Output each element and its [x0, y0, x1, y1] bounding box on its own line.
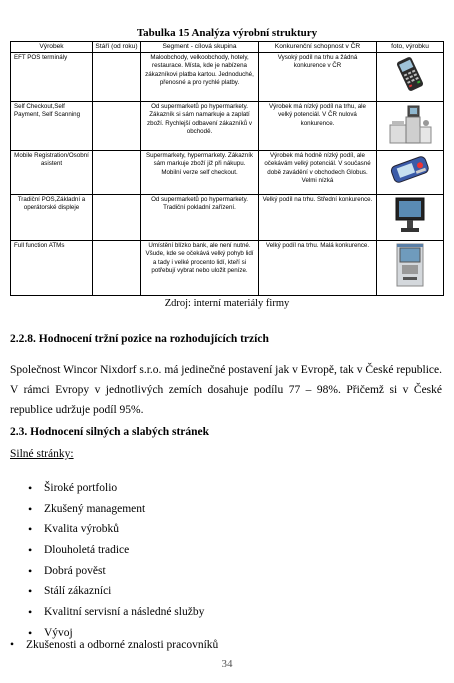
product-photo-cell: [377, 151, 444, 195]
product-age: [93, 53, 141, 102]
market-position-paragraph: Společnost Wincor Nixdorf s.r.o. má jedinečné postavení jak v Evropě, tak v České republice. V rámci Evropy v jednotlivých zemích dosahuje podílu 77 – 98%. Přičemž si v České republice udržuje podíl 95%.: [10, 364, 442, 416]
table-row: [11, 53, 444, 102]
page-number: 34: [221, 658, 233, 670]
column-header-competitiveness: Konkurenční schopnost v ČR: [259, 42, 377, 53]
section-heading-strengths-weaknesses: 2.3. Hodnocení silných a slabých stránek: [10, 426, 210, 438]
column-header-photo: foto, výrobku: [377, 42, 444, 53]
product-age: [93, 241, 141, 296]
product-segment: Od supermarketů po hypermarkety. Tradiční pokladní zařízení.: [141, 195, 259, 241]
list-item: • Stálí zákazníci: [28, 581, 204, 602]
list-item: • Vývoj: [28, 623, 204, 644]
product-structure-table: [10, 41, 444, 296]
product-age: [93, 102, 141, 151]
table-row: [11, 151, 444, 195]
product-segment: Maloobchody, velkoobchody, hotely, restaurace. Místa, kde je nabízena zákazníkovi platba kartou. Jednoduché, přenosné a pro rychlé platby.: [141, 53, 259, 102]
table-row: [11, 241, 444, 296]
atm-icon: [393, 242, 427, 288]
product-competitiveness: Velký podíl na trhu. Střední konkurence.: [259, 195, 377, 241]
product-name: Mobile Registration/Osobní asistent: [11, 151, 93, 195]
column-header-age: Stáří (od roku): [93, 42, 141, 53]
product-competitiveness: Vysoký podíl na trhu a žádná konkurence v ČR: [259, 53, 377, 102]
table-row: [11, 102, 444, 151]
product-age: [93, 151, 141, 195]
product-segment: Od supermarketů po hypermarkety. Zákazník si sám namarkuje a zaplatí zboží. Rychlejší odbavení zákazníků v obchodě.: [141, 102, 259, 151]
section-heading-market-position: 2.2.8. Hodnocení tržní pozice na rozhodujících trzích: [10, 333, 269, 345]
product-segment: Supermarkety, hypermarkety. Zákazník sám markuje zboží již při nákupu. Mobilní verze self checkout.: [141, 151, 259, 195]
table-caption: Tabulka 15 Analýza výrobní struktury: [136, 27, 318, 39]
list-item: • Kvalita výrobků: [28, 519, 204, 540]
strengths-list: [28, 478, 204, 644]
column-header-segment: Segment - cílová skupina: [141, 42, 259, 53]
product-competitiveness: Velký podíl na trhu. Malá konkurence.: [259, 241, 377, 296]
list-item: • Zkušený management: [28, 499, 204, 520]
mobile-scanner-icon: [387, 152, 433, 188]
product-segment: Umístění blízko bank, ale není nutné. Všude, kde se očekává velký pohyb lidí a tady i velké procento lidí, kteří si potřebují vybrat nebo uložit peníze.: [141, 241, 259, 296]
list-item: • Široké portfolio: [28, 478, 204, 499]
list-item: • Dobrá pověst: [28, 561, 204, 582]
product-name: EFT POS terminály: [11, 53, 93, 102]
product-photo-cell: [377, 102, 444, 151]
list-item: • Kvalitní servisní a následné služby: [28, 602, 204, 623]
product-name: Tradiční POS,Základní a operátorské displeje: [11, 195, 93, 241]
self-checkout-icon: [386, 103, 434, 145]
product-name: Self Checkout,Self Payment, Self Scanning: [11, 102, 93, 151]
product-photo-cell: [377, 53, 444, 102]
pos-terminal-icon: [390, 54, 430, 94]
product-name: Full function ATMs: [11, 241, 93, 296]
list-item: • Dlouholetá tradice: [28, 540, 204, 561]
table-row: [11, 195, 444, 241]
column-header-product: Výrobek: [11, 42, 93, 53]
pos-display-icon: [393, 196, 427, 234]
list-item-staff-expertise: • Zkušenosti a odborné znalosti pracovníků: [10, 636, 218, 654]
product-competitiveness: Výrobek má hodně nízký podíl, ale očekávám velký potenciál. V současné době zavádění v obchodech Globus. Velmi nízká: [259, 151, 377, 195]
product-photo-cell: [377, 241, 444, 296]
table-header-row: [11, 42, 444, 53]
product-age: [93, 195, 141, 241]
strengths-label: Silné stránky:: [10, 448, 74, 460]
table-source: Zdroj: interní materiály firmy: [164, 298, 290, 309]
product-photo-cell: [377, 195, 444, 241]
product-competitiveness: Výrobek má nízký podíl na trhu, ale velký potenciál. V ČR nulová konkurence.: [259, 102, 377, 151]
